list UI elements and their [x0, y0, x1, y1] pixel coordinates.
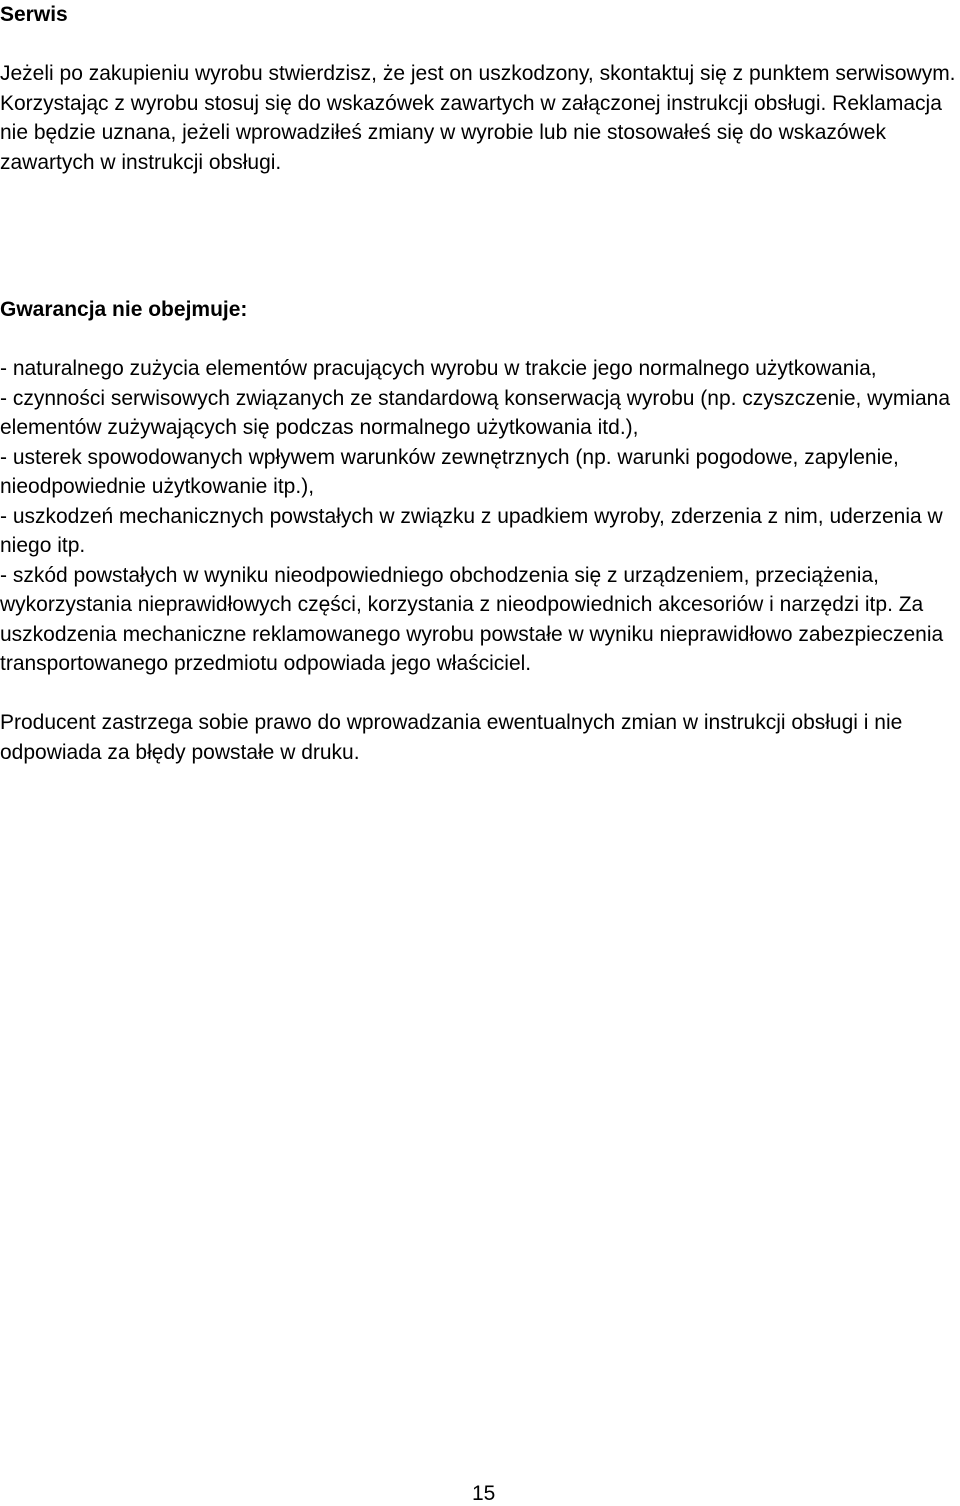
warranty-exclusion-item: - uszkodzeń mechanicznych powstałych w związku z upadkiem wyroby, zderzenia z nim, uderzenia w niego itp.: [0, 504, 943, 557]
service-paragraph: Jeżeli po zakupieniu wyrobu stwierdzisz, że jest on uszkodzony, skontaktuj się z punktem serwisowym. Korzystając z wyrobu stosuj się do wskazówek zawartych w załączonej instrukcji obsługi. Reklamacja nie będzie uznana, jeżeli wprowadziłeś zmiany w wyrobie lub nie stosowałeś się do wskazówek zawartych w instrukcji obsługi.: [0, 62, 956, 174]
warranty-exclusions-list: [0, 354, 958, 679]
page-number: 15: [472, 1482, 496, 1505]
warranty-title: Gwarancja nie obejmuje:: [0, 298, 248, 321]
producent-note: Producent zastrzega sobie prawo do wprowadzania ewentualnych zmian w instrukcji obsługi i nie odpowiada za błędy powstałe w druku.: [0, 711, 903, 764]
warranty-exclusion-item: - czynności serwisowych związanych ze standardową konserwacją wyrobu (np. czyszczenie, wymiana elementów zużywających się podczas normalnego użytkowania itd.),: [0, 386, 951, 439]
warranty-exclusion-item: - szkód powstałych w wyniku nieodpowiedniego obchodzenia się z urządzeniem, przeciążenia, wykorzystania nieprawidłowych części, korzystania z nieodpowiednich akcesoriów i narzędzi itp. Za uszkodzenia mechaniczne reklamowanego wyrobu powstałe w wyniku nieprawidłowo zabezpieczenia transportowanego przedmiotu odpowiada jego właściciel.: [0, 563, 944, 675]
service-title: Serwis: [0, 3, 68, 26]
warranty-exclusion-item: - naturalnego zużycia elementów pracujących wyrobu w trakcie jego normalnego użytkowania,: [0, 357, 877, 380]
warranty-exclusion-item: - usterek spowodowanych wpływem warunków zewnętrznych (np. warunki pogodowe, zapylenie, nieodpowiednie użytkowanie itp.),: [0, 445, 899, 498]
warranty-section: [0, 295, 958, 767]
service-section: [0, 0, 958, 177]
